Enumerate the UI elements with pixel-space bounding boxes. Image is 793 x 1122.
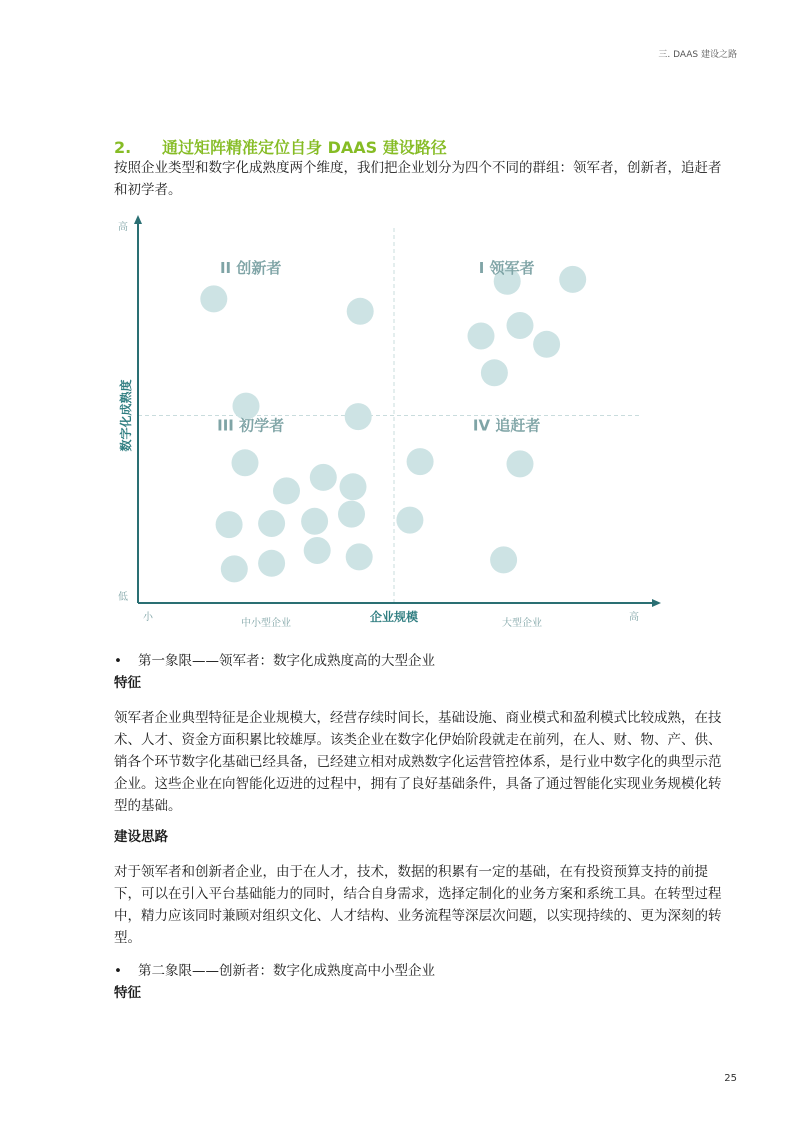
bullet-quadrant-1-text: 第一象限——领军者：数字化成熟度高的大型企业 [138,653,435,669]
quadrant-label: I 领军者 [478,259,535,277]
data-point [346,543,373,570]
data-point [490,546,517,573]
data-point [407,448,434,475]
quadrant-label: II 创新者 [219,259,282,277]
approach-heading: 建设思路 [114,829,168,845]
features-heading: 特征 [114,675,141,691]
data-point [338,501,365,528]
data-point [481,359,508,386]
maturity-matrix-chart [110,210,670,635]
data-point [396,507,423,534]
leader-features-paragraph: 领军者企业典型特征是企业规模大，经营存续时间长，基础设施、商业模式和盈利模式比较成熟，在技术、人才、资金方面积累比较雄厚。该类企业在数字化伊始阶段就走在前列，在人、财、物、产、供、销各个环节数字化基础已经具备，已经建立相对成熟数字化运营管控体系，是行业中数字化的典型示范企业。这些企业在向智能化迈进的过程中，拥有了良好基础条件，具备了通过智能化实现业务规模化转型的基础。 [114,710,722,814]
x-low-label: 小 [143,612,153,623]
quadrant-label: III 初学者 [217,416,285,435]
data-point [301,508,328,535]
bullet-quadrant-2 [114,960,435,982]
x-high-label: 高 [629,612,639,623]
x-axis-arrow [652,599,661,607]
quadrant-label: IV 追赶者 [472,416,541,435]
bullet-quadrant-1 [114,650,435,672]
y-low-label: 低 [118,592,128,603]
bullet-dot: • [114,963,122,979]
data-point [273,477,300,504]
running-header: 三. DAAS 建设之路 [658,50,737,60]
section-heading [114,135,447,158]
data-point [200,285,227,312]
features-heading-2: 特征 [114,985,141,1001]
leader-approach-paragraph: 对于领军者和创新者企业，由于在人才，技术，数据的积累有一定的基础，在有投资预算支持的前提下，可以在引入平台基础能力的同时，结合自身需求，选择定制化的业务方案和系统工具。在转型过程中，精力应该同时兼顾对组织文化、人才结构、业务流程等深层次问题，以实现持续的、更为深刻的转型。 [114,864,722,946]
section-number: 2. [114,138,132,157]
data-point [347,298,374,325]
page-number: 25 [724,1073,737,1084]
x-group-label: 中小型企业 [241,618,291,629]
bullet-dot: • [114,653,122,669]
data-point [559,266,586,293]
data-point [258,510,285,537]
y-high-label: 高 [118,222,128,233]
bullet-quadrant-2-text: 第二象限——创新者：数字化成熟度高中小型企业 [138,963,435,979]
data-point [507,450,534,477]
data-point [345,403,372,430]
data-point [232,449,259,476]
y-axis-arrow [134,215,142,224]
data-point [216,511,243,538]
data-point [310,464,337,491]
data-point [468,323,495,350]
y-axis-title: 数字化成熟度 [119,379,133,452]
data-point [304,537,331,564]
x-group-label: 大型企业 [502,618,542,629]
data-point [507,312,534,339]
data-point [258,550,285,577]
data-point [340,473,367,500]
data-point [533,331,560,358]
x-axis-title: 企业规模 [369,610,419,624]
section-title: 通过矩阵精准定位自身 DAAS 建设路径 [162,138,447,157]
intro-paragraph: 按照企业类型和数字化成熟度两个维度，我们把企业划分为四个不同的群组：领军者，创新者，追赶者和初学者。 [114,160,722,198]
data-point [221,555,248,582]
